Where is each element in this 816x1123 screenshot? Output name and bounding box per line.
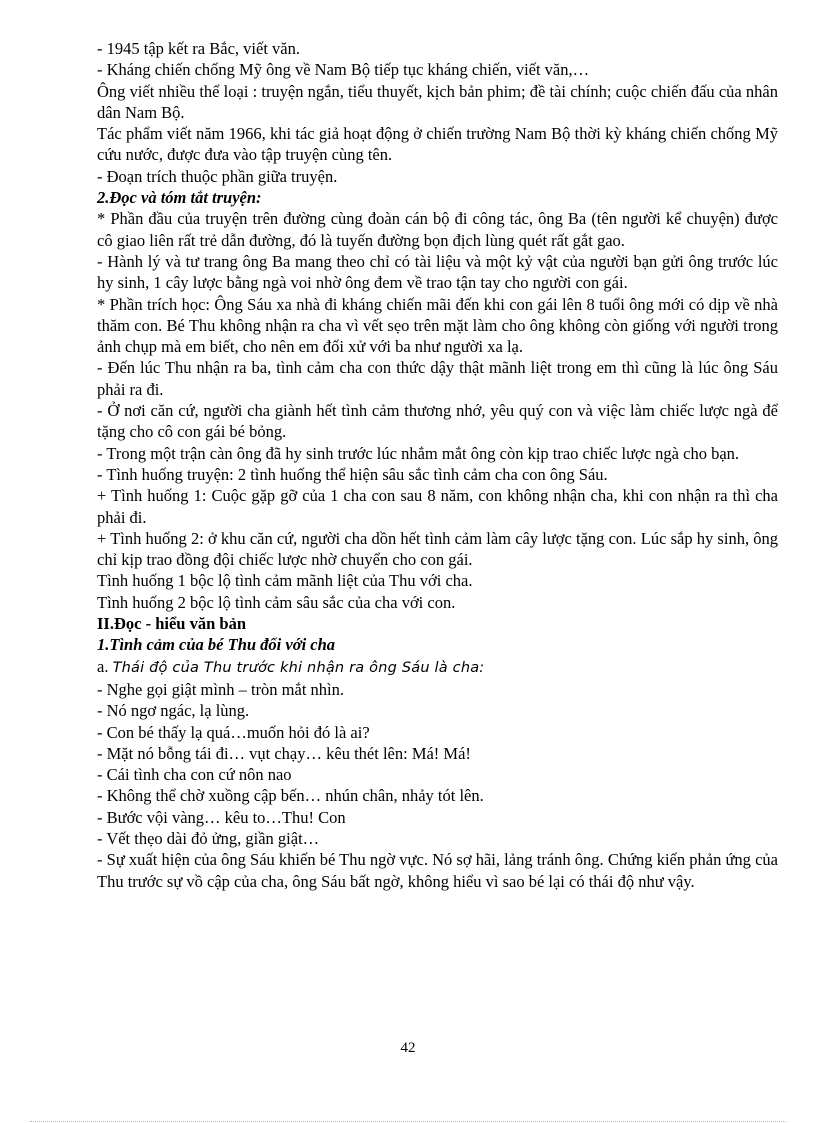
- text-line: - 1945 tập kết ra Bắc, viết văn.: [97, 39, 300, 58]
- text-line: Tình huống 1 bộc lộ tình cảm mãnh liệt của Thu với cha.: [97, 571, 473, 591]
- subsection-a: [97, 656, 778, 679]
- text-line: - Không thể chờ xuồng cập bến… nhún chân, nhảy tót lên.: [97, 786, 484, 806]
- text-line: - Nghe gọi giật mình – tròn mắt nhìn.: [97, 679, 345, 699]
- subsection-label: a.: [97, 656, 113, 676]
- text-line: - Đoạn trích thuộc phần giữa truyện.: [97, 166, 338, 186]
- text-line: - Bước vội vàng… kêu to…Thu! Con: [97, 807, 346, 827]
- subsection-heading: 1.Tình cảm của bé Thu đối với cha: [97, 635, 336, 655]
- page-bottom-divider: [30, 1121, 786, 1122]
- page-number: 42: [400, 1040, 416, 1056]
- text-line: - Con bé thấy lạ quá…muốn hỏi đó là ai?: [97, 722, 370, 742]
- document-body: [97, 38, 778, 892]
- paragraph: - Ở nơi căn cứ, người cha giành hết tình cảm thương nhớ, yêu quý con và việc làm chiếc lược ngà để tặng cho cô con gái bé bỏng.: [97, 401, 778, 442]
- subsection-title: Thái độ của Thu trước khi nhận ra ông Sáu là cha:: [112, 659, 485, 676]
- paragraph: - Trong một trận càn ông đã hy sinh trước lúc nhắm mắt ông còn kịp trao chiếc lược ngà cho bạn.: [97, 443, 740, 463]
- paragraph: + Tình huống 1: Cuộc gặp gỡ của 1 cha con sau 8 năm, con không nhận cha, khi con nhận ra thì cha phải đi.: [97, 486, 778, 527]
- paragraph: Tác phẩm viết năm 1966, khi tác giả hoạt động ở chiến trường Nam Bộ thời kỳ kháng chiến chống Mỹ cứu nước, được đưa vào tập truyện cùng tên.: [97, 124, 778, 165]
- text-line: - Mặt nó bỗng tái đi… vụt chạy… kêu thét lên: Má! Má!: [97, 743, 471, 763]
- paragraph: - Sự xuất hiện của ông Sáu khiến bé Thu ngờ vực. Nó sợ hãi, lảng tránh ông. Chứng kiến phản ứng của Thu trước sự vồ cập của cha, ông Sáu bất ngờ, không hiểu vì sao bé lại có thái độ như vậy.: [97, 850, 778, 891]
- paragraph: * Phần đầu của truyện trên đường cùng đoàn cán bộ đi công tác, ông Ba (tên người kể chuyện) được cô giao liên rất trẻ dẫn đường, đó là tuyến đường bọn địch lùng quét rất gắt gao.: [97, 209, 778, 250]
- text-line: - Kháng chiến chống Mỹ ông về Nam Bộ tiếp tục kháng chiến, viết văn,…: [97, 60, 590, 80]
- text-line: - Cái tình cha con cứ nôn nao: [97, 765, 292, 785]
- paragraph: - Hành lý và tư trang ông Ba mang theo chỉ có tài liệu và một kỷ vật của người bạn gửi ông trước lúc hy sinh, 1 cây lược bằng ngà voi nhờ ông đem về trao tận tay cho người con gái.: [97, 251, 778, 293]
- text-line: - Vết thẹo dài đỏ ửng, giần giật…: [97, 828, 320, 848]
- paragraph: * Phần trích học: Ông Sáu xa nhà đi kháng chiến mãi đến khi con gái lên 8 tuổi ông mới có dịp về nhà thăm con. Bé Thu không nhận ra cha vì vết sẹo trên mặt làm cho ông không còn giống với người trong ảnh chụp mà em biết, cho nên em đối xử với ba như người xa lạ.: [97, 294, 778, 357]
- paragraph: Ông viết nhiều thể loại : truyện ngắn, tiểu thuyết, kịch bản phim; đề tài chính; cuộc chiến đấu của nhân dân Nam Bộ.: [97, 81, 778, 122]
- text-line: - Tình huống truyện: 2 tình huống thể hiện sâu sắc tình cảm cha con ông Sáu.: [97, 464, 608, 484]
- section-heading: II.Đọc - hiểu văn bản: [97, 614, 246, 634]
- text-line: Tình huống 2 bộc lộ tình cảm sâu sắc của cha với con.: [97, 592, 456, 612]
- paragraph: - Đến lúc Thu nhận ra ba, tình cảm cha con thức dậy thật mãnh liệt trong em thì cũng là lúc ông Sáu phải ra đi.: [97, 358, 778, 399]
- section-heading: 2.Đọc và tóm tắt truyện:: [97, 188, 262, 208]
- paragraph: + Tình huống 2: ở khu căn cứ, người cha dồn hết tình cảm làm cây lược tặng con. Lúc sắp hy sinh, ông chỉ kịp trao đồng đội chiếc lược nhờ chuyển cho con gái.: [97, 528, 778, 570]
- text-line: - Nó ngơ ngác, lạ lùng.: [97, 701, 250, 721]
